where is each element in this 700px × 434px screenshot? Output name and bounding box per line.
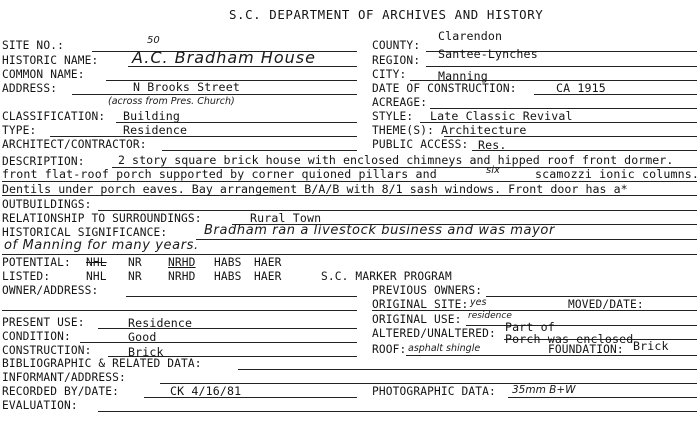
common-name-label: COMMON NAME:	[2, 68, 85, 81]
description-text-2b: scamozzi ionic columns.	[535, 167, 699, 181]
foundation-label: FOUNDATION:	[548, 343, 624, 356]
altered-value-2: Porch was enclosed	[505, 332, 634, 346]
type-value: Residence	[123, 123, 188, 137]
address-line	[72, 94, 357, 95]
description-text-1: 2 story square brick house with enclosed chimneys and hipped roof front dormer.	[118, 153, 674, 167]
listed-nr: NR	[128, 270, 142, 283]
potential-nhl: NHL	[86, 256, 107, 269]
potential-haer: HAER	[254, 256, 282, 269]
significance-text-1: Bradham ran a livestock business and was mayor	[204, 223, 555, 238]
form-title: S.C. DEPARTMENT OF ARCHIVES AND HISTORY	[229, 7, 544, 22]
potential-nrhd: NRHD	[168, 256, 196, 269]
photographic-data-line	[508, 397, 697, 398]
site-no-label: SITE NO.:	[2, 39, 64, 52]
original-use-label: ORIGINAL USE:	[372, 313, 462, 326]
city-value: Manning	[438, 69, 488, 83]
date-of-construction-label: DATE OF CONSTRUCTION:	[372, 82, 517, 95]
outbuildings-line	[98, 210, 697, 211]
photographic-data-value: 35mm B+W	[512, 384, 576, 396]
foundation-value: Brick	[633, 339, 669, 353]
original-use-value: residence	[468, 311, 512, 321]
altered-unaltered-label: ALTERED/UNALTERED:	[372, 327, 496, 340]
type-label: TYPE:	[2, 124, 37, 137]
potential-habs: HABS	[214, 256, 242, 269]
original-site-value: yes	[470, 297, 487, 308]
public-access-label: PUBLIC ACCESS:	[372, 138, 469, 151]
photographic-data-label: PHOTOGRAPHIC DATA:	[372, 385, 496, 398]
owner-address-label: OWNER/ADDRESS:	[2, 284, 99, 297]
theme-label: THEME(S):	[372, 124, 434, 137]
historic-name-label: HISTORIC NAME:	[2, 54, 99, 67]
relationship-label: RELATIONSHIP TO SURROUNDINGS:	[2, 212, 202, 225]
significance-text-2: of Manning for many years.	[4, 238, 199, 253]
public-access-value: Res.	[478, 138, 507, 152]
present-use-value: Residence	[128, 316, 193, 330]
style-value: Late Classic Revival	[430, 109, 573, 123]
construction-value: Brick	[128, 345, 164, 359]
historic-name-value: A.C. Bradham House	[132, 48, 316, 67]
original-site-label: ORIGINAL SITE:	[372, 298, 469, 311]
owner-address-line-2	[2, 310, 357, 311]
theme-value: Architecture	[441, 123, 527, 137]
classification-label: CLASSIFICATION:	[2, 110, 106, 123]
marker-program-label: S.C. MARKER PROGRAM	[321, 270, 452, 283]
outbuildings-label: OUTBUILDINGS:	[2, 198, 92, 211]
listed-haer: HAER	[254, 270, 282, 283]
date-of-construction-value: CA 1915	[556, 81, 606, 95]
description-text-2a: front flat-roof porch supported by corner quioned pillars and	[2, 167, 437, 181]
bibliographic-label: BIBLIOGRAPHIC & RELATED DATA:	[2, 357, 202, 370]
description-handwritten-six: six	[486, 165, 500, 176]
owner-address-line	[126, 296, 357, 297]
listed-nrhd: NRHD	[168, 270, 196, 283]
listed-label: LISTED:	[2, 270, 51, 283]
style-label: STYLE:	[372, 110, 414, 123]
description-text-3: Dentils under porch eaves. Bay arrangement B/A/B with 8/1 sash windows. Front door has a*	[2, 182, 628, 196]
evaluation-line	[98, 411, 697, 412]
construction-label: CONSTRUCTION:	[2, 344, 92, 357]
potential-label: POTENTIAL:	[2, 256, 71, 269]
significance-line-1	[196, 239, 697, 240]
city-label: CITY:	[372, 68, 407, 81]
present-use-label: PRESENT USE:	[2, 316, 85, 329]
county-label: COUNTY:	[372, 39, 421, 52]
condition-line	[80, 342, 357, 343]
acreage-label: ACREAGE:	[372, 96, 428, 109]
region-value: Santee-Lynches	[438, 47, 538, 61]
recorded-by-value: CK 4/16/81	[170, 384, 242, 398]
type-line	[50, 136, 357, 137]
relationship-value: Rural Town	[250, 211, 322, 225]
region-label: REGION:	[372, 54, 421, 67]
description-label: DESCRIPTION:	[2, 155, 85, 168]
significance-line-2	[2, 254, 697, 255]
evaluation-label: EVALUATION:	[2, 399, 78, 412]
previous-owners-label: PREVIOUS OWNERS:	[372, 284, 483, 297]
site-no-value: 50	[147, 35, 160, 46]
original-use-line	[466, 325, 697, 326]
listed-habs: HABS	[214, 270, 242, 283]
recorded-by-label: RECORDED BY/DATE:	[2, 385, 120, 398]
moved-date-label: MOVED/DATE:	[568, 298, 644, 311]
historical-significance-label: HISTORICAL SIGNIFICANCE:	[2, 226, 168, 239]
roof-value: asphalt shingle	[408, 343, 481, 354]
address-label: ADDRESS:	[2, 82, 58, 95]
bibliographic-line	[238, 369, 697, 370]
classification-value: Building	[123, 109, 181, 123]
listed-nhl: NHL	[86, 270, 107, 283]
informant-label: INFORMANT/ADDRESS:	[2, 371, 126, 384]
county-value: Clarendon	[438, 29, 503, 43]
roof-label: ROOF:	[372, 343, 407, 356]
architect-label: ARCHITECT/CONTRACTOR:	[2, 138, 147, 151]
region-line	[426, 66, 697, 67]
condition-value: Good	[128, 330, 157, 344]
previous-owners-line	[486, 296, 697, 297]
address-note: (across from Pres. Church)	[108, 96, 235, 107]
potential-nr: NR	[128, 256, 142, 269]
architect-line	[162, 150, 357, 151]
condition-label: CONDITION:	[2, 330, 71, 343]
altered-value: Part of	[505, 320, 555, 334]
address-value: N Brooks Street	[133, 80, 240, 94]
